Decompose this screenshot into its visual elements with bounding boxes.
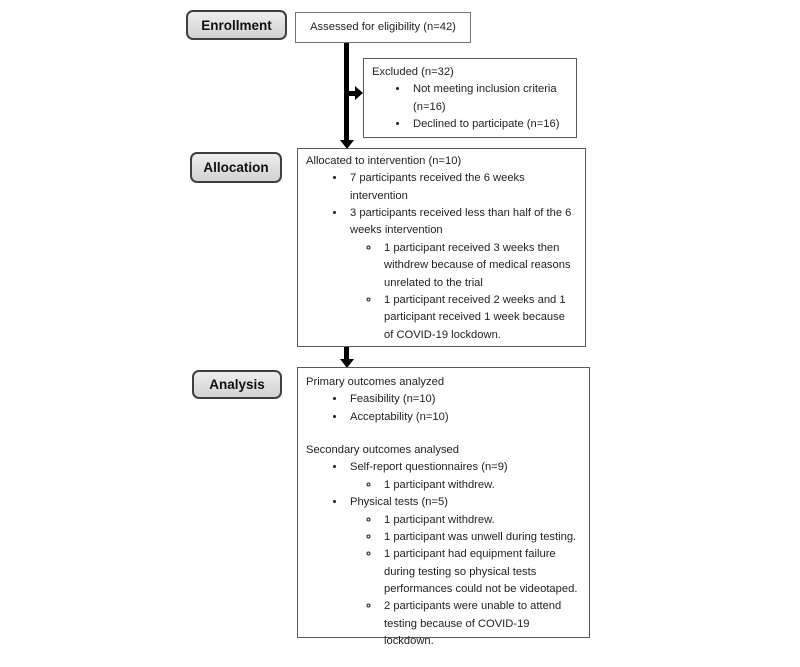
bullet-item	[346, 205, 577, 344]
sub-bullet-item: ◦ 2 participants were unable to attend testing because of COVID-19 lockdown.	[380, 598, 581, 650]
bullet-item: • Not meeting inclusion criteria (n=16)	[409, 81, 568, 116]
bullet-item: • Declined to participate (n=16)	[409, 116, 568, 133]
sub-bullet-item: ◦ 1 participant had equipment failure during testing so physical tests performances could not be videotaped.	[380, 546, 581, 598]
bullet-item: • 7 participants received the 6 weeks intervention	[346, 170, 577, 205]
sub-bullet-item: ◦ 1 participant was unwell during testing.	[380, 529, 581, 546]
bullet-item: • Feasibility (n=10)	[346, 391, 581, 408]
sub-bullet-item: ◦ 1 participant received 2 weeks and 1 participant received 1 week because of COVID-19 lockdown.	[380, 292, 577, 344]
bullet-item: • Acceptability (n=10)	[346, 409, 581, 426]
bullet-item	[346, 494, 581, 650]
secondary-outcomes-title: Secondary outcomes analysed	[306, 444, 459, 457]
primary-outcomes-section	[306, 374, 581, 426]
bullet-text: Physical tests (n=5)	[350, 496, 448, 509]
allocated-title: Allocated to intervention (n=10)	[306, 155, 462, 167]
allocated-sub-bullet-list	[350, 240, 577, 344]
stage-label-allocation: Allocation	[190, 152, 282, 183]
stage-label-analysis: Analysis	[192, 370, 282, 399]
excluded-box	[363, 58, 577, 138]
allocated-bullet-list	[306, 170, 577, 344]
sub-bullet-item: ◦ 1 participant withdrew.	[380, 512, 581, 529]
stage-label-enrollment: Enrollment	[186, 10, 287, 40]
allocated-box	[297, 148, 586, 347]
primary-bullet-list	[306, 391, 581, 426]
excluded-title: Excluded (n=32)	[372, 66, 454, 78]
secondary-bullet-list	[306, 459, 581, 650]
secondary-sub-bullet-list	[350, 512, 581, 651]
excluded-bullet-list	[372, 81, 568, 133]
primary-outcomes-title: Primary outcomes analyzed	[306, 376, 445, 388]
arrowhead-right-icon	[355, 86, 363, 100]
sub-bullet-item: ◦ 1 participant withdrew.	[380, 477, 581, 494]
assessed-title: Assessed for eligibility (n=42)	[310, 20, 456, 33]
bullet-item	[346, 459, 581, 494]
bullet-text: Self-report questionnaires (n=9)	[350, 461, 508, 474]
secondary-sub-bullet-list	[350, 477, 581, 494]
secondary-outcomes-section	[306, 442, 581, 650]
analysis-box	[297, 367, 590, 648]
sub-bullet-item: ◦ 1 participant received 3 weeks then withdrew because of medical reasons unrelated to the trial	[380, 240, 577, 292]
assessed-eligibility-box	[295, 12, 471, 43]
bullet-text: 3 participants received less than half of the 6 weeks intervention	[350, 207, 572, 237]
